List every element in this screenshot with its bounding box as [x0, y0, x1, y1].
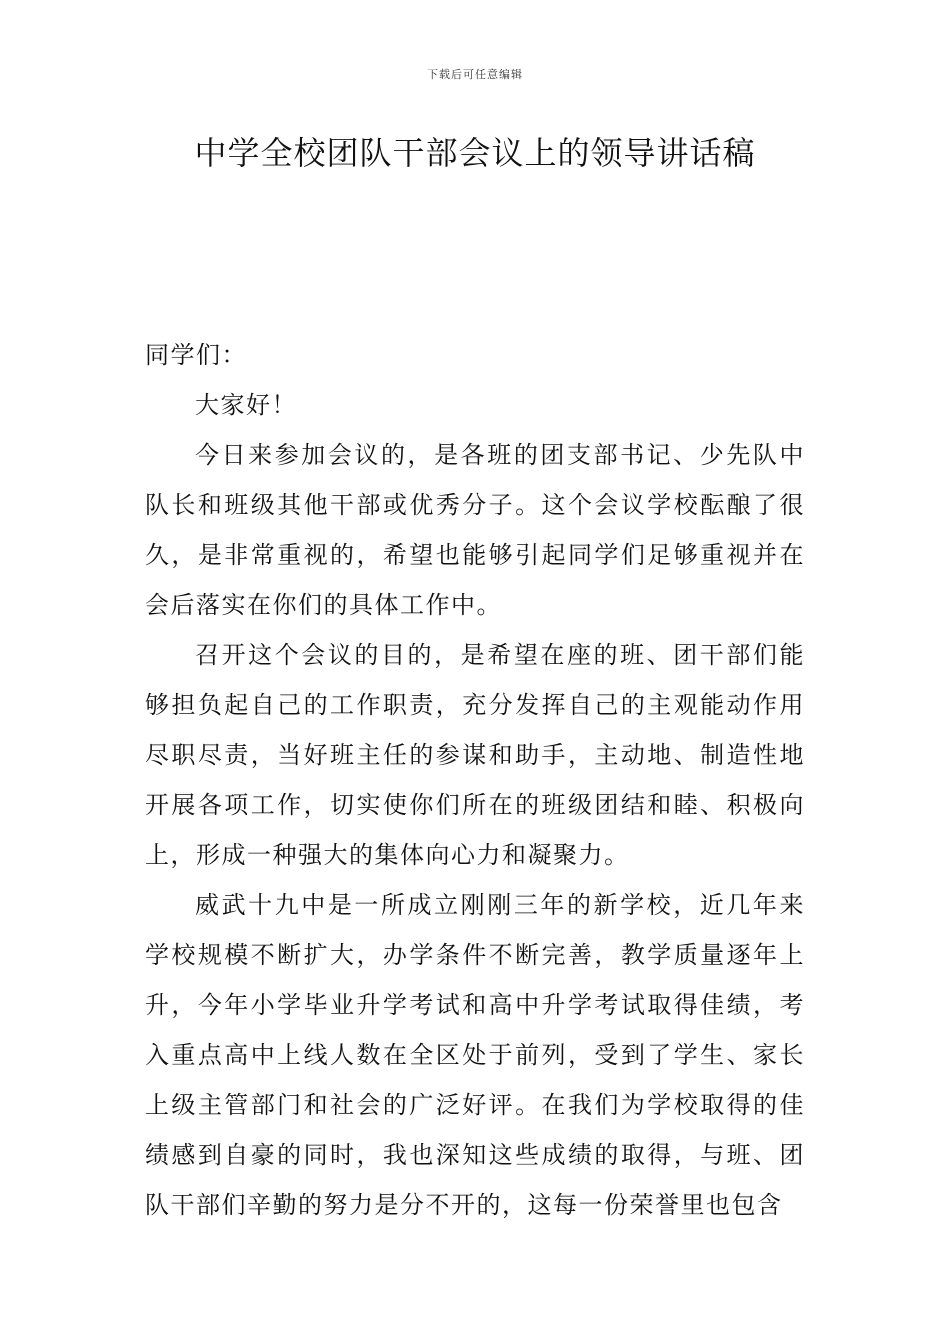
header-note: 下载后可任意编辑: [427, 68, 523, 81]
document-title: 中学全校团队干部会议上的领导讲话稿: [194, 134, 756, 172]
paragraph-greeting: 大家好！: [195, 391, 297, 419]
paragraph-school-achievements: 威武十九中是一所成立刚刚三年的新学校，近几年来学校规模不断扩大，办学条件不断完善，教学质量逐年上升，今年小学毕业升学考试和高中升学考试取得佳绩，考入重点高中上线人数在全区处于前列，受到了学生、家长上级主管部门和社会的广泛好评。在我们为学校取得的佳绩感到自豪的同时，我也深知这些成绩的取得，与班、团队干部们辛勤的努力是分不开的，这每一份荣誉里也包含: [145, 891, 805, 1219]
document-body: [145, 330, 805, 1230]
paragraph-purpose: 召开这个会议的目的，是希望在座的班、团干部们能够担负起自己的工作职责，充分发挥自己的主观能动作用尽职尽责，当好班主任的参谋和助手，主动地、制造性地开展各项工作，切实使你们所在的班级团结和睦、积极向上，形成一种强大的集体向心力和凝聚力。: [145, 641, 805, 869]
paragraph-attendees: 今日来参加会议的，是各班的团支部书记、少先队中队长和班级其他干部或优秀分子。这个会议学校酝酿了很久，是非常重视的，希望也能够引起同学们足够重视并在会后落实在你们的具体工作中。: [145, 441, 805, 619]
salutation: 同学们：: [145, 341, 247, 369]
